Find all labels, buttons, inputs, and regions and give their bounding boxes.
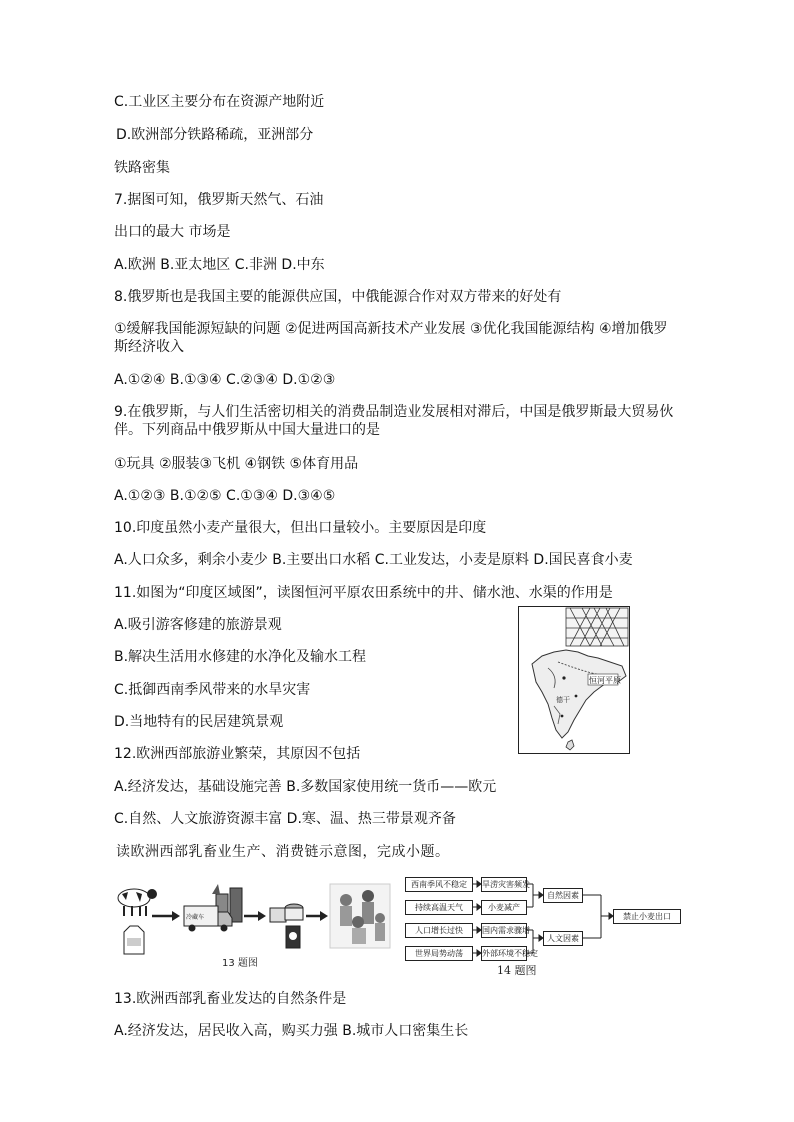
effect-box: 外部环境不稳定	[481, 946, 527, 961]
field-system-inset	[566, 608, 628, 646]
effect-box: 小麦减产	[481, 900, 527, 915]
fig14-caption: 14 题图	[497, 964, 537, 977]
question-11-option-a: A.吸引游客修建的旅游景观	[114, 617, 282, 633]
cause-box: 世界局势动荡	[405, 946, 473, 961]
question-7-cont: 出口的最大 市场是	[114, 224, 231, 240]
truck-label: 冷藏车	[186, 914, 205, 921]
wheat-flow-figure	[405, 874, 695, 977]
option-d-railway-cont: 铁路密集	[114, 160, 170, 176]
india-map	[518, 606, 630, 754]
question-13: 13.欧洲西部乳畜业发达的自然条件是	[114, 991, 347, 1007]
dairy-products-icon	[270, 904, 303, 948]
question-7-options: A.欧洲 B.亚太地区 C.非洲 D.中东	[114, 257, 325, 273]
arrow-icon	[244, 911, 266, 921]
effect-box: 国内需求骤增	[481, 923, 527, 938]
arrow-icon	[306, 911, 328, 921]
question-11-option-c: C.抵御西南季风带来的水旱灾害	[114, 682, 311, 698]
option-d-railway: D.欧洲部分铁路稀疏，亚洲部分	[116, 127, 314, 143]
question-9-options: A.①②③ B.①②⑤ C.①③④ D.③④⑤	[114, 488, 336, 504]
deccan-label: 德干	[556, 696, 570, 704]
effect-box: 旱涝灾害频发	[481, 877, 527, 892]
question-7: 7.据图可知，俄罗斯天然气、石油	[114, 192, 324, 208]
question-8: 8.俄罗斯也是我国主要的能源供应国，中俄能源合作对双方带来的好处有	[114, 289, 562, 305]
question-11-option-b: B.解决生活用水修建的水净化及输水工程	[114, 649, 367, 665]
question-12-options-cd: C.自然、人文旅游资源丰富 D.寒、温、热三带景观齐备	[114, 811, 456, 827]
factor-box-human: 人文因素	[543, 931, 583, 946]
question-11-option-d: D.当地特有的民居建筑景观	[114, 714, 284, 730]
milk-carton-icon	[124, 926, 144, 954]
question-10-options: A.人口众多，剩余小麦少 B.主要出口水稻 C.工业发达，小麦是原料 D.国民喜食小麦	[114, 552, 633, 568]
cause-box: 人口增长过快	[405, 923, 473, 938]
dairy-chain-figure	[112, 874, 402, 974]
arrow-icon	[152, 911, 180, 921]
option-c-industry: C.工业区主要分布在资源产地附近	[114, 94, 325, 110]
cow-icon	[118, 889, 157, 916]
result-box: 禁止小麦出口	[613, 909, 681, 924]
cause-box: 西南季风不稳定	[405, 877, 473, 892]
consumers-icon	[330, 884, 390, 948]
factor-box-natural: 自然因素	[543, 888, 583, 903]
question-13-options: A.经济发达，居民收入高，购买力强 B.城市人口密集生长	[114, 1023, 469, 1039]
question-11: 11.如图为“印度区域图”，读图恒河平原农田系统中的井、储水池、水渠的作用是	[114, 585, 613, 601]
question-8-options: A.①②④ B.①③④ C.②③④ D.①②③	[114, 372, 336, 388]
question-9: 9.在俄罗斯，与人们生活密切相关的消费品制造业发展相对滞后，中国是俄罗斯最大贸易伙伴。下列商品中俄罗斯从中国大量进口的是	[114, 404, 674, 438]
question-10: 10.印度虽然小麦产量很大，但出口量较小。主要原因是印度	[114, 520, 487, 536]
question-9-items: ①玩具 ②服装③飞机 ④钢铁 ⑤体育用品	[114, 456, 359, 472]
question-12: 12.欧洲西部旅游业繁荣，其原因不包括	[114, 746, 361, 762]
question-12-options-ab: A.经济发达，基础设施完善 B.多数国家使用统一货币——欧元	[114, 779, 497, 795]
ganges-plain-label: 恒河平原	[589, 676, 621, 685]
figure-intro: 读欧洲西部乳畜业生产、消费链示意图，完成小题。	[116, 844, 450, 860]
question-8-items: ①缓解我国能源短缺的问题 ②促进两国高新技术产业发展 ③优化我国能源结构 ④增加俄罗斯经济收入	[114, 321, 668, 355]
fig13-caption: 13 题图	[222, 958, 258, 969]
cause-box: 持续高温天气	[405, 900, 473, 915]
